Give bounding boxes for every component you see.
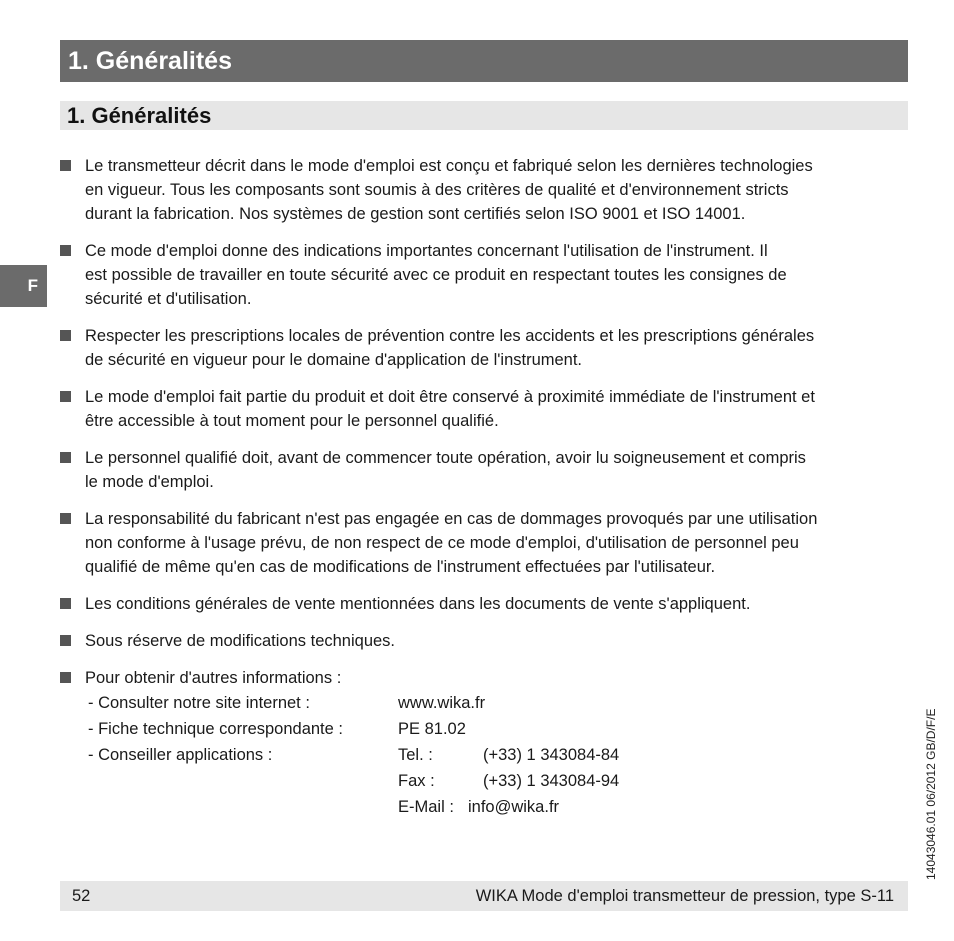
website-link[interactable]: www.wika.fr [398,694,486,712]
bullet-text: Le mode d'emploi fait partie du produit et doit être conservé à proximité immédiate de l'instrument et être accessible à tout moment pour le personnel qualifié. [85,388,815,430]
language-tab: F [0,265,47,307]
bullet-item [60,154,910,226]
bullet-square-icon [60,391,71,402]
bullet-item [60,385,910,433]
bullet-square-icon [60,330,71,341]
bullet-text: La responsabilité du fabricant n'est pas engagée en cas de dommages provoqués par une utilisation non conforme à l'usage prévu, de non respect de ce mode d'emploi, d'utilisation de personnel peu qualifié de même qu'en cas de modifications de l'instrument effectuées par l'utilisateur. [85,510,818,576]
datasheet-label: - Fiche technique correspondante : [88,720,343,738]
bullet-item [60,666,910,690]
bullet-text: Ce mode d'emploi donne des indications importantes concernant l'utilisation de l'instrument. Il est possible de travailler en toute sécurité avec ce produit en respectant toutes les consignes de sécurité et d'utilisation. [85,242,787,308]
bullet-text: Le personnel qualifié doit, avant de commencer toute opération, avoir lu soigneusement et compris le mode d'emploi. [85,449,806,491]
bullet-square-icon [60,635,71,646]
bullet-text: Les conditions générales de vente mentionnées dans les documents de vente s'appliquent. [85,595,751,613]
chapter-title: 1. Généralités [60,40,908,82]
document-code: 14043046.01 06/2012 GB/D/F/E [924,708,938,880]
fax-value: (+33) 1 343084-94 [483,772,620,790]
bullet-list [60,154,910,703]
bullet-text: Le transmetteur décrit dans le mode d'emploi est conçu et fabriqué selon les dernières technologies en vigueur. Tous les composants sont soumis à des critères de qualité et d'environnement stricts durant la fabrication. Nos systèmes de gestion sont certifiés selon ISO 9001 et ISO 14001. [85,157,813,223]
bullet-square-icon [60,513,71,524]
bullet-text: Pour obtenir d'autres informations : [85,669,342,687]
bullet-item [60,324,910,372]
email-key: E-Mail : [398,798,454,816]
bullet-square-icon [60,160,71,171]
tel-value: (+33) 1 343084-84 [483,746,620,764]
section-title: 1. Généralités [60,101,908,130]
bullet-text: Respecter les prescriptions locales de prévention contre les accidents et les prescriptions générales de sécurité en vigueur pour le domaine d'application de l'instrument. [85,327,815,369]
datasheet-value: PE 81.02 [398,720,466,738]
bullet-square-icon [60,245,71,256]
bullet-item [60,507,910,579]
page-number: 52 [72,887,91,905]
fax-key: Fax : [398,772,435,790]
bullet-text: Sous réserve de modifications techniques. [85,632,396,650]
bullet-item [60,446,910,494]
website-label: - Consulter notre site internet : [88,694,310,712]
email-link[interactable]: info@wika.fr [468,798,560,816]
bullet-square-icon [60,598,71,609]
page-footer [60,881,908,911]
document-title: WIKA Mode d'emploi transmetteur de pression, type S-11 [475,887,894,905]
bullet-square-icon [60,672,71,683]
tel-key: Tel. : [398,746,433,764]
advisor-label: - Conseiller applications : [88,746,273,764]
bullet-item [60,629,910,653]
bullet-item [60,239,910,311]
bullet-item [60,592,910,616]
bullet-square-icon [60,452,71,463]
